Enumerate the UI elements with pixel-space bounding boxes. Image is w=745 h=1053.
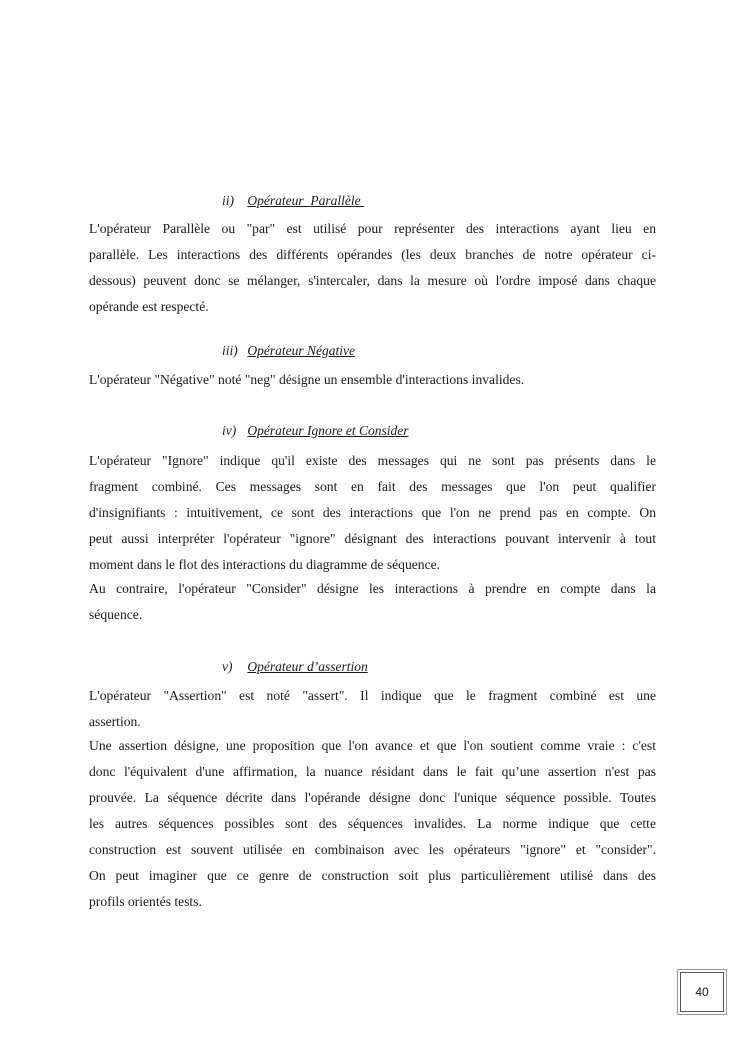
paragraph-assertion-intro — [89, 683, 656, 729]
text-line: d'insignifiants : intuitivement, ce sont des interactions que l'on ne prend pas en compte. On — [89, 505, 656, 520]
text-line: peut aussi interpréter l'opérateur "ignore" désignant des interactions pouvant intervenir à tout — [89, 531, 656, 546]
text-line: profils orientés tests. — [89, 894, 202, 909]
paragraph-ignore — [89, 448, 656, 572]
section-title: Opérateur d’assertion — [247, 659, 368, 674]
text-line: On peut imaginer que ce genre de construction soit plus particulièrement utilisé dans des — [89, 868, 656, 883]
section-number: iv) — [222, 423, 237, 438]
text-line: les autres séquences possibles sont des séquences invalides. La norme indique que cette — [89, 816, 656, 831]
section-number: v) — [222, 659, 233, 674]
text-line: L'opérateur "Ignore" indique qu'il existe des messages qui ne sont pas présents dans le — [89, 453, 656, 468]
text-line: L'opérateur "Négative" noté "neg" désigne un ensemble d'interactions invalides. — [89, 372, 525, 387]
section-title: Opérateur Négative — [247, 343, 355, 358]
text-line: Au contraire, l'opérateur "Consider" désigne les interactions à prendre en compte dans la — [89, 581, 656, 596]
text-line: donc l'équivalent d'une affirmation, la nuance résidant dans le fait qu’une assertion n'est pas — [89, 764, 656, 779]
paragraph-consider — [89, 576, 656, 628]
section-title: Opérateur Parallèle — [247, 193, 364, 208]
section-number: ii) — [222, 193, 234, 208]
section-heading-ignore-consider — [222, 423, 408, 439]
page-number-frame — [680, 972, 724, 1012]
text-line: moment dans le flot des interactions du diagramme de séquence. — [89, 557, 441, 572]
section-title: Opérateur Ignore et Consider — [247, 423, 409, 438]
paragraph-negative — [89, 367, 656, 393]
section-heading-assertion — [222, 659, 368, 675]
text-line: dessous) peuvent donc se mélanger, s'intercaler, dans la mesure où l'ordre imposé dans chaque — [89, 273, 656, 288]
text-line: L'opérateur "Assertion" est noté "assert". Il indique que le fragment combiné est une — [89, 688, 656, 703]
page-number: 40 — [695, 985, 709, 999]
text-line: assertion. — [89, 714, 141, 729]
text-line: Une assertion désigne, une proposition que l'on avance et que l'on soutient comme vraie : c'est — [89, 738, 656, 753]
paragraph-parallel — [89, 216, 656, 320]
text-line: séquence. — [89, 607, 143, 622]
text-line: parallèle. Les interactions des différents opérandes (les deux branches de notre opérateur ci- — [89, 247, 656, 262]
text-line: fragment combiné. Ces messages sont en fait des messages que l'on peut qualifier — [89, 479, 656, 494]
section-heading-parallel — [222, 193, 364, 209]
text-line: construction est souvent utilisée en combinaison avec les opérateurs "ignore" et "consider". — [89, 842, 656, 857]
text-line: L'opérateur Parallèle ou "par" est utilisé pour représenter des interactions ayant lieu en — [89, 221, 656, 236]
text-line: prouvée. La séquence décrite dans l'opérande désigne donc l'unique séquence possible. Toutes — [89, 790, 656, 805]
text-line: opérande est respecté. — [89, 299, 209, 314]
paragraph-assertion-definition — [89, 733, 656, 915]
section-number: iii) — [222, 343, 238, 358]
section-heading-negative — [222, 343, 355, 359]
